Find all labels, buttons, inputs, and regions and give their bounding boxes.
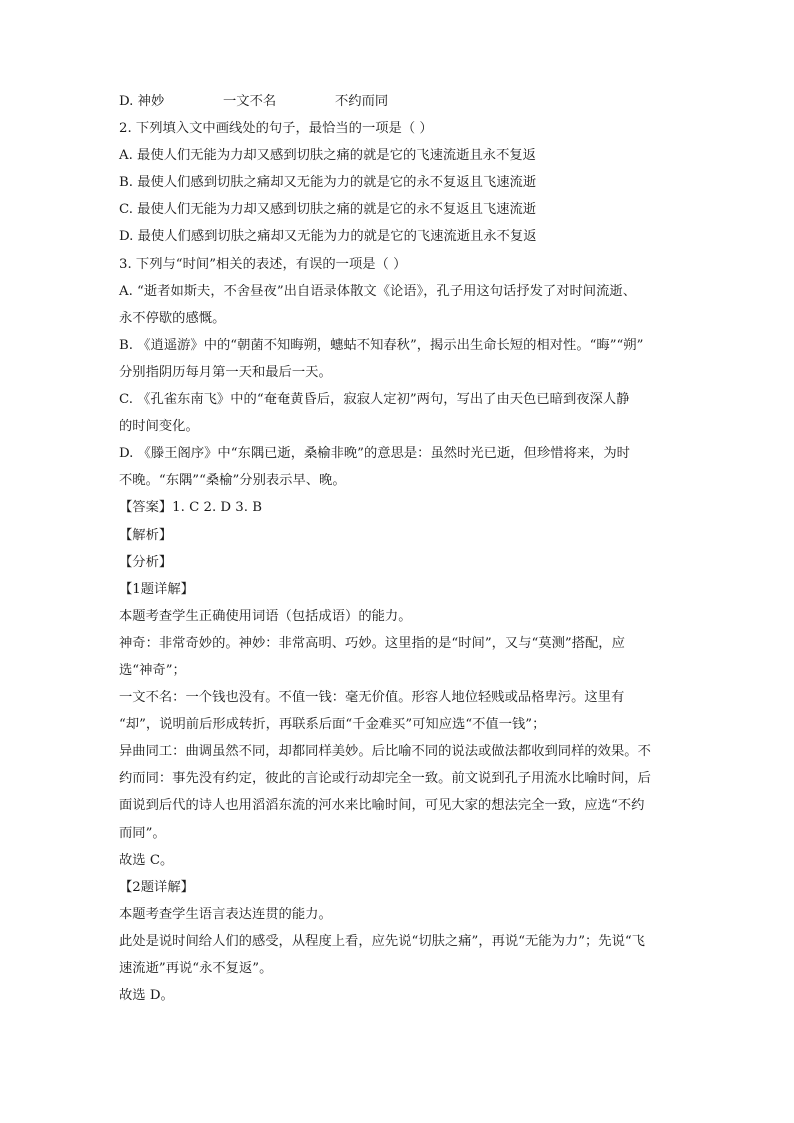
text-line: 一文不名：一个钱也没有。不值一钱：毫无价值。形容人地位轻贱或品格卑污。这里有 [119, 690, 625, 706]
text-line: 而同”。 [119, 825, 166, 841]
option-d-word-2: 一文不名 [223, 94, 277, 109]
option-d [119, 88, 223, 115]
text-line: 不晚。“东隅”“桑榆”分别表示早、晚。 [119, 473, 346, 489]
text-line: 此处是说时间给人们的感受，从程度上看，应先说“切肤之痛”，再说“无能为力”；先说“飞 [119, 933, 645, 949]
text-line: 本题考查学生正确使用词语（包括成语）的能力。 [119, 608, 412, 624]
text-line: 【解析】 [119, 527, 173, 543]
text-line: 【1题详解】 [119, 581, 194, 597]
text-line: 3. 下列与“时间”相关的表述，有误的一项是（ ） [119, 256, 407, 272]
text-line: 2. 下列填入文中画线处的句子，最恰当的一项是（ ） [119, 121, 433, 137]
text-line: 神奇：非常奇妙的。神妙：非常高明、巧妙。这里指的是“时间”，又与“莫测”搭配，应 [119, 635, 625, 651]
text-line: 本题考查学生语言表达连贯的能力。 [119, 906, 332, 922]
option-label: D. [119, 94, 134, 109]
text-line: 约而同：事先没有约定，彼此的言论或行动却完全一致。前文说到孔子用流水比喻时间，后 [119, 771, 651, 787]
text-line: 分别指阴历每月第一天和最后一天。 [119, 364, 332, 380]
document-body [119, 115, 679, 1009]
text-line: 【答案】1. C 2. D 3. B [119, 500, 262, 516]
option-row-d [119, 88, 679, 115]
option-d-word-1: 神妙 [137, 94, 165, 109]
text-line: 面说到后代的诗人也用滔滔东流的河水来比喻时间，可见大家的想法完全一致，应选“不约 [119, 798, 645, 814]
text-line: D. 《滕王阁序》中“东隅已逝，桑榆非晚”的意思是：虽然时光已逝，但珍惜将来，为时 [119, 446, 630, 462]
text-line: 【分析】 [119, 554, 173, 570]
text-line: 选“神奇”； [119, 662, 186, 678]
text-line: B. 《逍遥游》中的“朝菌不知晦朔，蟪蛄不知春秋”，揭示出生命长短的相对性。“晦”“朔” [119, 337, 644, 353]
text-line: 速流逝”再说“永不复返”。 [119, 961, 273, 976]
text-line: 异曲同工：曲调虽然不同，却都同样美妙。后比喻不同的说法或做法都收到同样的效果。不 [119, 744, 651, 760]
text-line: 的时间变化。 [119, 419, 199, 435]
text-line: B. 最使人们感到切肤之痛却又无能为力的就是它的永不复返且飞速流逝 [119, 175, 537, 191]
document-page [119, 88, 679, 1009]
text-line: A. “逝者如斯夫，不舍昼夜”出自语录体散文《论语》，孔子用这句话抒发了对时间流逝、 [119, 283, 636, 299]
text-line: 【2题详解】 [119, 879, 194, 895]
text-line: “却”，说明前后形成转折，再联系后面“千金难买”可知应选“不值一钱”； [119, 717, 546, 733]
text-line: C. 最使人们无能为力却又感到切肤之痛的就是它的永不复返且飞速流逝 [119, 202, 537, 218]
text-line: 故选 C。 [119, 852, 174, 868]
text-line: 永不停歇的感慨。 [119, 310, 226, 326]
text-line: C. 《孔雀东南飞》中的“奄奄黄昏后，寂寂人定初”两句，写出了由天色已暗到夜深人静 [119, 392, 630, 408]
text-line: D. 最使人们感到切肤之痛却又无能为力的就是它的飞速流逝且永不复返 [119, 229, 537, 245]
text-line: 故选 D。 [119, 988, 174, 1004]
text-line: A. 最使人们无能为力却又感到切肤之痛的就是它的飞速流逝且永不复返 [119, 148, 536, 164]
option-d-word-3: 不约而同 [335, 94, 389, 109]
